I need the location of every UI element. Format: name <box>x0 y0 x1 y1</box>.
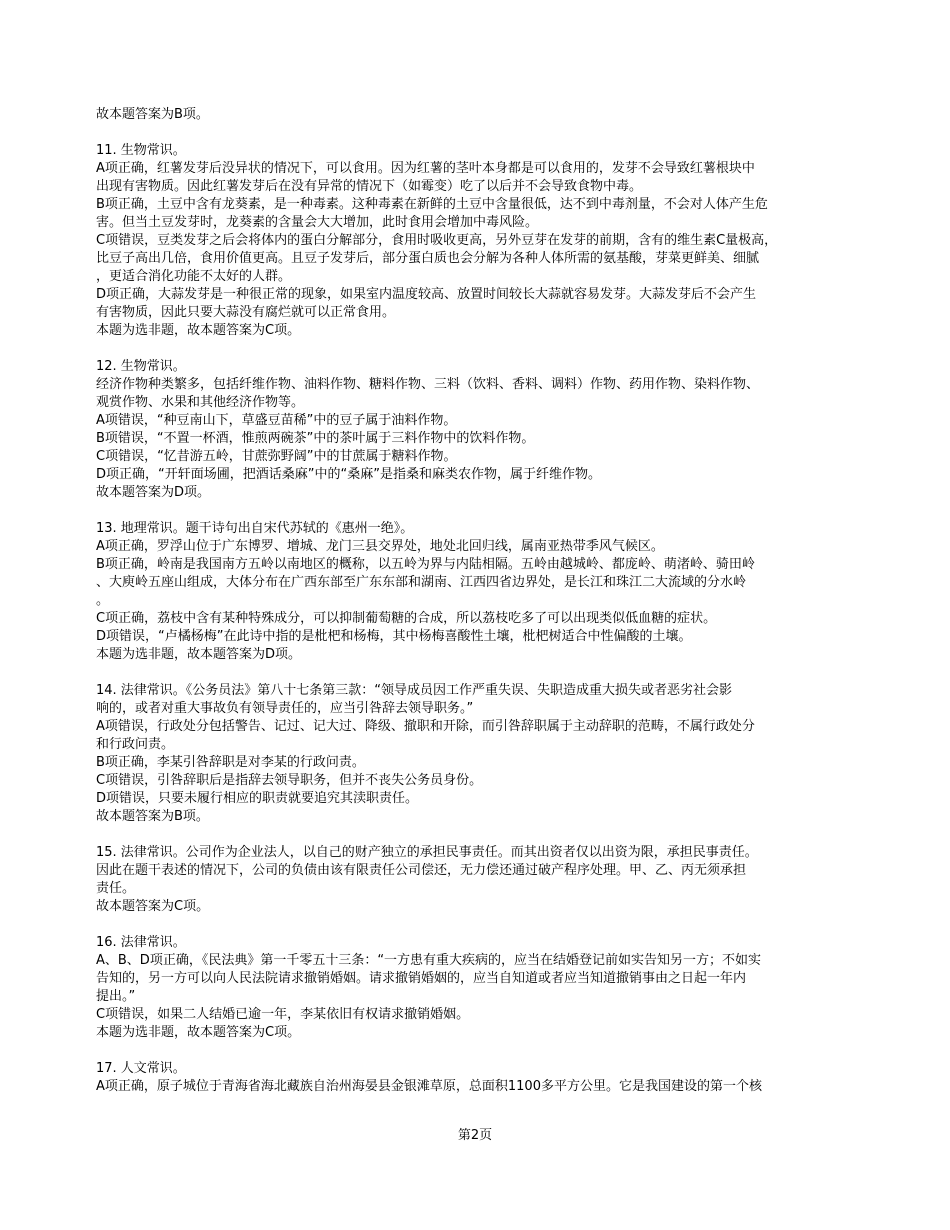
q17-heading: 17. 人文常识。 <box>96 1061 186 1076</box>
q16-answer: 本题为选非题，故本题答案为C项。 <box>96 1025 301 1040</box>
q11-line: B项正确，土豆中含有龙葵素，是一种毒素。这种毒素在新鲜的土豆中含量很低，达不到中毒剂量，不会对人体产生危 <box>96 197 768 212</box>
q16-line: C项错误，如果二人结婚已逾一年，李某依旧有权请求撤销婚姻。 <box>96 1007 470 1022</box>
q13-line: A项正确，罗浮山位于广东博罗、增城、龙门三县交界处，地处北回归线，属南亚热带季风气候区。 <box>96 539 664 554</box>
q16-line: 提出。” <box>96 989 136 1004</box>
question-15 <box>96 844 868 916</box>
question-13 <box>96 520 868 664</box>
q12-line: 经济作物种类繁多，包括纤维作物、油料作物、糖料作物、三料（饮料、香料、调料）作物、药用作物、染料作物、 <box>96 377 760 392</box>
q11-line: C项错误，豆类发芽之后会将体内的蛋白分解部分，食用时吸收更高，另外豆芽在发芽的前期，含有的维生素C量极高， <box>96 233 778 248</box>
q11-line: 害。但当土豆发芽时，龙葵素的含量会大大增加，此时食用会增加中毒风险。 <box>96 215 539 230</box>
q11-line: A项正确，红薯发芽后没异状的情况下，可以食用。因为红薯的茎叶本身都是可以食用的，发芽不会导致红薯根块中 <box>96 161 755 176</box>
q16-line: A、B、D项正确，《民法典》第一千零五十三条：“一方患有重大疾病的，应当在结婚登记前如实告知另一方；不如实 <box>96 953 762 968</box>
document-body <box>96 106 868 1096</box>
q14-line: C项错误，引咎辞职后是指辞去领导职务，但并不丧失公务员身份。 <box>96 773 483 788</box>
q14-line: A项错误，行政处分包括警告、记过、记大过、降级、撤职和开除，而引咎辞职属于主动辞职的范畴，不属行政处分 <box>96 719 755 734</box>
question-17 <box>96 1060 868 1096</box>
page-number: 第2页 <box>457 1128 493 1143</box>
q14-line: D项错误，只要未履行相应的职责就要追究其渎职责任。 <box>96 791 419 806</box>
q11-line: 有害物质，因此只要大蒜没有腐烂就可以正常食用。 <box>96 305 396 320</box>
q15-answer: 故本题答案为C项。 <box>96 899 210 914</box>
q11-line: 出现有害物质。因此红薯发芽后在没有异常的情况下（如霉变）吃了以后并不会导致食物中毒。 <box>96 179 643 194</box>
q14-answer: 故本题答案为B项。 <box>96 809 209 824</box>
q14-line: 和行政问责。 <box>96 737 175 752</box>
q13-heading: 13. 地理常识。题干诗句出自宋代苏轼的《惠州一绝》。 <box>96 521 414 536</box>
q13-line: D项错误，“卢橘杨梅”在此诗中指的是枇杷和杨梅，其中杨梅喜酸性土壤，枇杷树适合中性偏酸的土壤。 <box>96 629 692 644</box>
q12-line: 观赏作物、水果和其他经济作物等。 <box>96 395 305 410</box>
q12-line: B项错误，“不置一杯酒，惟煎两碗茶”中的茶叶属于三料作物中的饮料作物。 <box>96 431 535 446</box>
q15-line: 责任。 <box>96 881 136 896</box>
q11-heading: 11. 生物常识。 <box>96 143 186 158</box>
q11-line: ，更适合消化功能不太好的人群。 <box>96 269 292 284</box>
q11-line: 比豆子高出几倍，食用价值更高。且豆子发芽后，部分蛋白质也会分解为各种人体所需的氨基酸，芽菜更鲜美、细腻 <box>96 251 760 266</box>
q12-heading: 12. 生物常识。 <box>96 359 186 374</box>
q11-line: D项正确，大蒜发芽是一种很正常的现象，如果室内温度较高、放置时间较长大蒜就容易发芽。大蒜发芽后不会产生 <box>96 287 757 302</box>
q12-line: C项错误，“忆昔游五岭，甘蔗弥野阔”中的甘蔗属于糖料作物。 <box>96 449 457 464</box>
q12-answer: 故本题答案为D项。 <box>96 485 211 500</box>
q13-line: B项正确，岭南是我国南方五岭以南地区的概称，以五岭为界与内陆相隔。五岭由越城岭、都庞岭、萌渚岭、骑田岭 <box>96 557 755 572</box>
q15-heading: 15. 法律常识。公司作为企业法人，以自己的财产独立的承担民事责任。而其出资者仅以出资为限，承担民事责任。 <box>96 845 758 860</box>
question-12 <box>96 358 868 502</box>
q15-line: 因此在题干表述的情况下，公司的负债由该有限责任公司偿还，无力偿还通过破产程序处理。甲、乙、丙无须承担 <box>96 863 747 878</box>
q12-line: D项正确，“开轩面场圃，把酒话桑麻”中的“桑麻”是指桑和麻类农作物，属于纤维作物。 <box>96 467 601 482</box>
intro-answer: 故本题答案为B项。 <box>96 107 209 122</box>
q16-heading: 16. 法律常识。 <box>96 935 186 950</box>
q12-line: A项错误，“种豆南山下，草盛豆苗稀”中的豆子属于油料作物。 <box>96 413 457 428</box>
q16-line: 告知的，另一方可以向人民法院请求撤销婚姻。请求撤销婚姻的，应当自知道或者应当知道撤销事由之日起一年内 <box>96 971 747 986</box>
q13-answer: 本题为选非题，故本题答案为D项。 <box>96 647 302 662</box>
question-14 <box>96 682 868 826</box>
q13-line: C项正确，荔枝中含有某种特殊成分，可以抑制葡萄糖的合成，所以荔枝吃多了可以出现类似低血糖的症状。 <box>96 611 717 626</box>
q17-line: A项正确，原子城位于青海省海北藏族自治州海晏县金银滩草原，总面积1100多平方公里。它是我国建设的第一个核 <box>96 1079 762 1094</box>
question-11 <box>96 142 868 340</box>
q13-line: 。 <box>96 593 110 608</box>
q13-line: 、大庾岭五座山组成，大体分布在广西东部至广东东部和湖南、江西四省边界处，是长江和珠江二大流域的分水岭 <box>96 575 747 590</box>
q14-line: B项正确，李某引咎辞职是对李某的行政问责。 <box>96 755 365 770</box>
question-16 <box>96 934 868 1042</box>
q11-answer: 本题为选非题，故本题答案为C项。 <box>96 323 301 338</box>
q14-line: 响的，或者对重大事故负有领导责任的，应当引咎辞去领导职务。” <box>96 701 474 716</box>
q14-heading: 14. 法律常识。《公务员法》第八十七条第三款：“领导成员因工作严重失误、失职造成重大损失或者恶劣社会影 <box>96 683 733 698</box>
